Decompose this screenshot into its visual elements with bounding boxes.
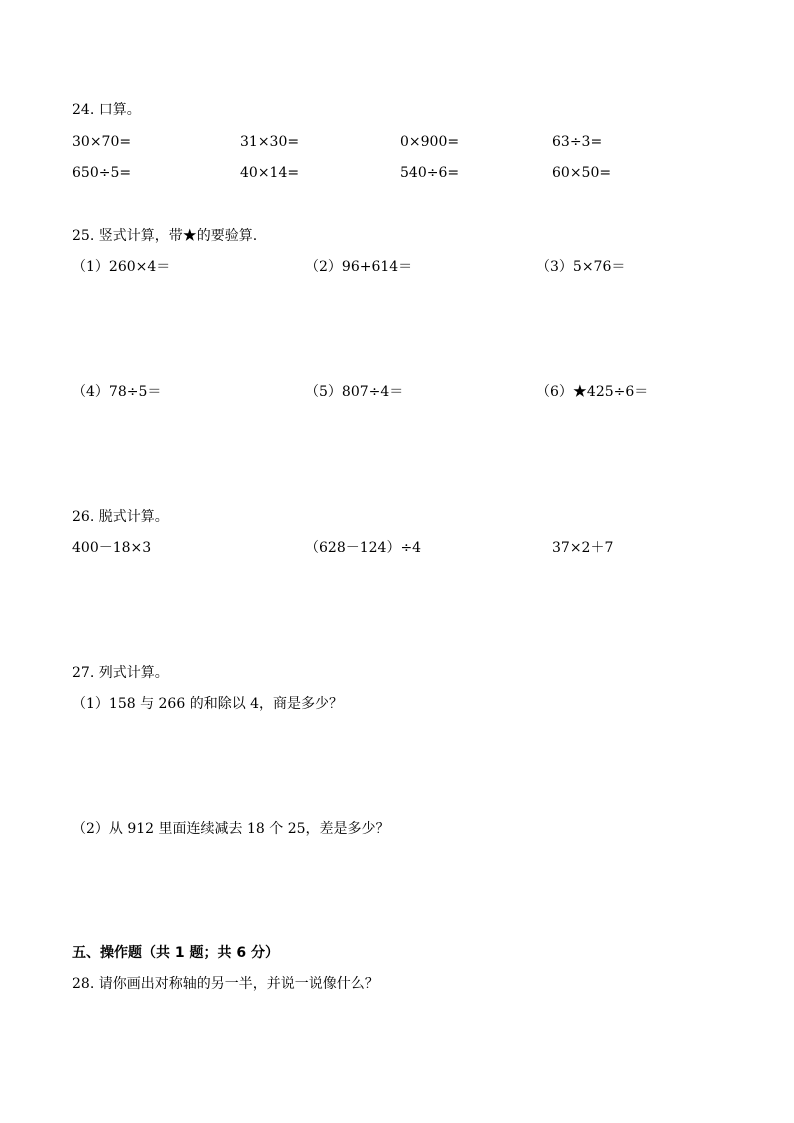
q24-item-2: 31×30= [240, 134, 300, 150]
q27-item-2: （2）从 912 里面连续减去 18 个 25，差是多少？ [72, 821, 390, 837]
section5-heading: 五、操作题（共 1 题；共 6 分） [72, 945, 279, 961]
q25-title: 25. 竖式计算，带★的要验算. [72, 228, 258, 244]
q24-item-5: 650÷5= [72, 165, 132, 181]
q24-item-4: 63÷3= [552, 134, 603, 150]
q25-item-1: （1）260×4＝ [72, 259, 171, 275]
q24-item-8: 60×50= [552, 165, 612, 181]
q26-item-1: 400－18×3 [72, 540, 152, 556]
q25-item-5: （5）807÷4＝ [305, 384, 404, 400]
q25-item-2: （2）96+614＝ [305, 259, 413, 275]
q24-item-1: 30×70= [72, 134, 132, 150]
q25-item-4: （4）78÷5＝ [72, 384, 162, 400]
q27-title: 27. 列式计算。 [72, 665, 169, 681]
q26-title: 26. 脱式计算。 [72, 509, 169, 525]
q24-item-7: 540÷6= [400, 165, 460, 181]
q24-title: 24. 口算。 [72, 102, 141, 118]
q24-item-6: 40×14= [240, 165, 300, 181]
q25-item-6: （6）★425÷6＝ [536, 384, 649, 400]
q26-item-3: 37×2＋7 [552, 540, 614, 556]
q27-item-1: （1）158 与 266 的和除以 4，商是多少？ [72, 696, 344, 712]
q25-item-3: （3）5×76＝ [536, 259, 626, 275]
q26-item-2: （628－124）÷4 [305, 540, 422, 556]
q24-item-3: 0×900= [400, 134, 460, 150]
q28-title: 28. 请你画出对称轴的另一半，并说一说像什么？ [72, 976, 379, 992]
